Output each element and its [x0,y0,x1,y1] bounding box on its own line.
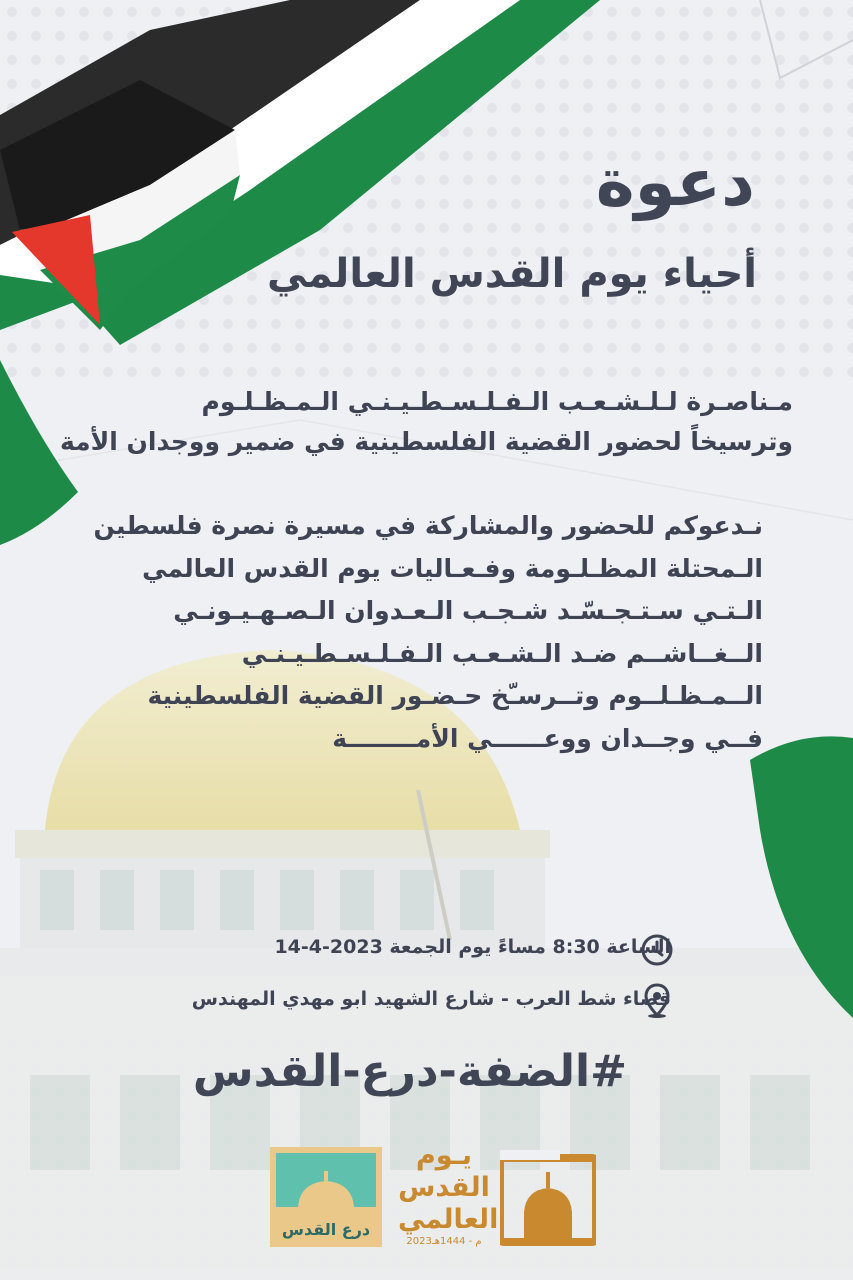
logo-line: العالمي [398,1204,499,1235]
body-line: فــي وجــدان ووعــــــي الأمــــــــة [332,723,763,753]
intro-paragraph [53,382,793,462]
body-line: نـدعوكم للحضور والمشاركة في مسيرة نصرة فلسطين [93,511,763,540]
intro-line: وترسيخاً لحضور القضية الفلسطينية في ضمير ووجدان الأمة [60,427,793,456]
body-line: الـمحتلة المظـلـومة وفـعـاليات يوم القدس العالمي [142,553,763,583]
dir-al-quds-logo [270,1147,382,1247]
body-line: الــغــاشــم ضـد الـشـعـب الـفـلـسـطـيـنـي [241,638,763,668]
body-line: الــمـظـلــوم وتــرسـّخ حـضـور القضية الفلسطينية [147,681,763,710]
invitation-title: دعوة [595,144,755,221]
quds-day-logo-text [398,1140,499,1236]
badge-text: درع القدس [281,1220,371,1239]
logo-line: يـوم [415,1140,473,1171]
logo-line: القدس [398,1172,490,1203]
invitation-subtitle: أحياء يوم القدس العالمي [267,251,757,297]
quds-dome-icon [500,1150,596,1246]
event-location: قضاء شط العرب - شارع الشهيد ابو مهدي المهندس [191,988,671,1010]
body-line: الـتـي سـتـجـسّـد شـجـب الـعـدوان الـصـهـيـونـي [173,596,763,625]
hashtag: #الضفة-درع-القدس [192,1046,627,1097]
quds-day-year: 2023م - 1444هـ [406,1236,482,1247]
event-time: الساعة 8:30 مساءً يوم الجمعة 2023-4-14 [274,936,671,958]
invitation-body [83,505,763,760]
intro-line: مـناصـرة لـلـشـعـب الـفـلـسـطـيـنـي الـمـظـلـوم [201,387,793,416]
